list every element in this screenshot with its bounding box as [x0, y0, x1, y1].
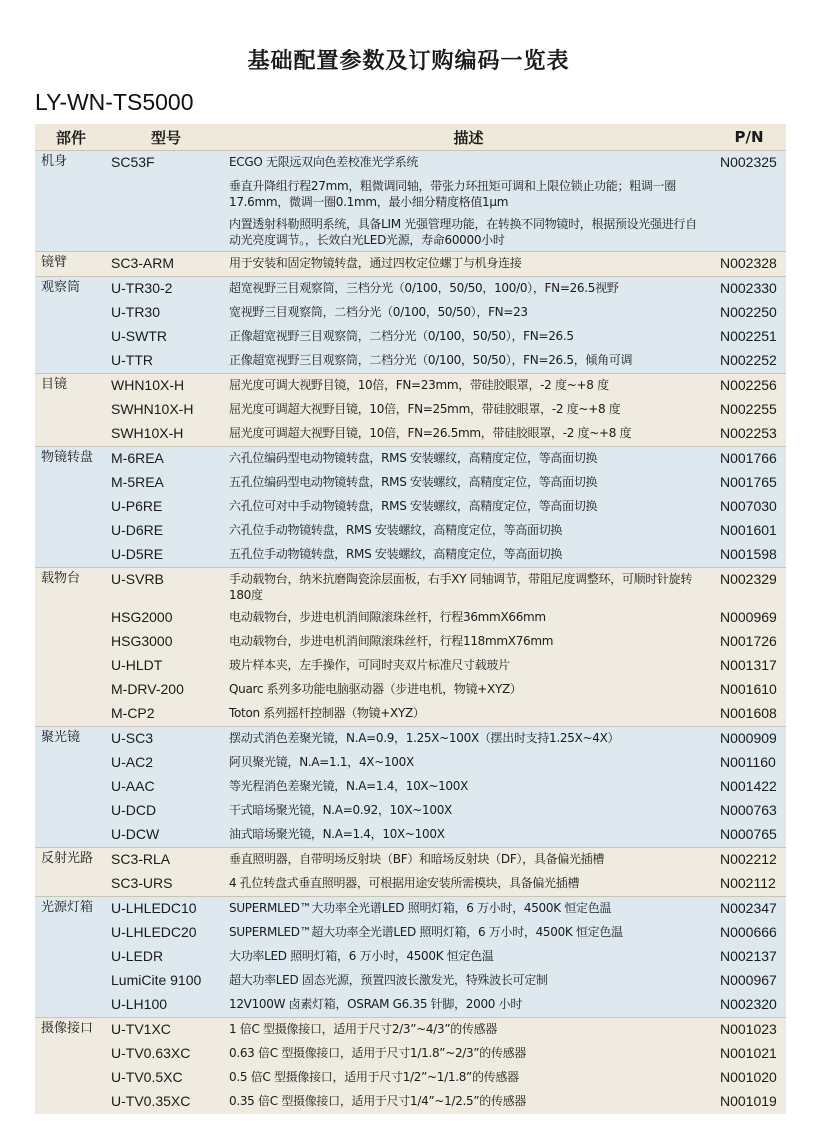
description-cell: 1 倍C 型摄像接口，适用于尺寸2/3”~4/3”的传感器 — [225, 1018, 712, 1043]
model-cell: SC3-URS — [107, 872, 225, 897]
model-cell: U-TV0.5XC — [107, 1066, 225, 1090]
pn-cell: N001021 — [712, 1042, 786, 1066]
part-cell — [35, 775, 107, 799]
description-cell: 超大功率LED 固态光源，预置四波长激发光，特殊波长可定制 — [225, 969, 712, 993]
part-cell — [35, 325, 107, 349]
model-cell: U-TV0.63XC — [107, 1042, 225, 1066]
part-cell — [35, 823, 107, 848]
model-cell: U-SWTR — [107, 325, 225, 349]
part-cell: 载物台 — [35, 568, 107, 607]
table-row — [35, 848, 786, 873]
model-cell: SC3-RLA — [107, 848, 225, 873]
table-row — [35, 301, 786, 325]
page-title: 基础配置参数及订购编码一览表 — [247, 49, 570, 74]
pn-cell: N002250 — [712, 301, 786, 325]
table-row — [35, 678, 786, 702]
description-cell: 屈光度可调超大视野目镜，10倍，FN=26.5mm，带硅胶眼罩，-2 度~+8 度 — [225, 422, 712, 447]
pn-cell: N007030 — [712, 495, 786, 519]
description-cell: 屈光度可调超大视野目镜，10倍，FN=25mm，带硅胶眼罩，-2 度~+8 度 — [225, 398, 712, 422]
table-group — [35, 1018, 786, 1115]
table-group — [35, 897, 786, 1018]
table-row — [35, 1018, 786, 1043]
description-cell: 12V100W 卤素灯箱，OSRAM G6.35 针脚，2000 小时 — [225, 993, 712, 1018]
pn-cell: N001019 — [712, 1090, 786, 1114]
part-cell — [35, 1042, 107, 1066]
config-table — [35, 124, 786, 1114]
part-cell — [35, 702, 107, 727]
model-cell: M-CP2 — [107, 702, 225, 727]
description-cell: 六孔位手动物镜转盘，RMS 安装螺纹，高精度定位，等高面切换 — [225, 519, 712, 543]
description-cell: 六孔位编码型电动物镜转盘，RMS 安装螺纹，高精度定位，等高面切换 — [225, 447, 712, 472]
model-cell: HSG3000 — [107, 630, 225, 654]
model-cell: U-LH100 — [107, 993, 225, 1018]
table-group — [35, 848, 786, 897]
part-cell — [35, 606, 107, 630]
table-row — [35, 495, 786, 519]
table-header — [35, 124, 786, 151]
description-cell: 六孔位可对中手动物镜转盘，RMS 安装螺纹，高精度定位，等高面切换 — [225, 495, 712, 519]
model-cell: HSG2000 — [107, 606, 225, 630]
table-row — [35, 543, 786, 568]
part-cell — [35, 630, 107, 654]
part-cell: 反射光路 — [35, 848, 107, 873]
pn-cell: N002347 — [712, 897, 786, 922]
model-cell: SWH10X-H — [107, 422, 225, 447]
part-cell — [35, 519, 107, 543]
model-cell: SC53F — [107, 151, 225, 176]
pn-cell: N001765 — [712, 471, 786, 495]
description-cell: 垂直照明器，自带明场反射块（BF）和暗场反射块（DF），具备偏光插槽 — [225, 848, 712, 873]
product-model: LY-WN-TS5000 — [35, 89, 194, 115]
table-row — [35, 872, 786, 897]
pn-cell: N002252 — [712, 349, 786, 374]
table-row — [35, 519, 786, 543]
part-cell — [35, 543, 107, 568]
pn-cell: N002137 — [712, 945, 786, 969]
description-cell: 干式暗场聚光镜，N.A=0.92，10X~100X — [225, 799, 712, 823]
table-row — [35, 252, 786, 277]
part-cell — [35, 993, 107, 1018]
table-row — [35, 945, 786, 969]
model-cell: U-TTR — [107, 349, 225, 374]
model-cell — [107, 213, 225, 252]
model-cell: U-HLDT — [107, 654, 225, 678]
table-group — [35, 568, 786, 727]
pn-cell: N002256 — [712, 374, 786, 399]
description-cell: 等光程消色差聚光镜，N.A=1.4，10X~100X — [225, 775, 712, 799]
model-cell: U-TV0.35XC — [107, 1090, 225, 1114]
pn-cell: N002329 — [712, 568, 786, 607]
part-cell: 聚光镜 — [35, 727, 107, 752]
table-group — [35, 252, 786, 277]
model-cell: U-AAC — [107, 775, 225, 799]
model-cell: M-5REA — [107, 471, 225, 495]
pn-cell: N001422 — [712, 775, 786, 799]
description-cell: 玻片样本夹，左手操作，可同时夹双片标准尺寸载玻片 — [225, 654, 712, 678]
description-cell: SUPERMLED™大功率全光谱LED 照明灯箱，6 万小时，4500K 恒定色温 — [225, 897, 712, 922]
part-cell — [35, 1066, 107, 1090]
pn-cell: N001020 — [712, 1066, 786, 1090]
part-cell: 镜臂 — [35, 252, 107, 277]
model-cell: SWHN10X-H — [107, 398, 225, 422]
pn-cell: N002253 — [712, 422, 786, 447]
model-cell: U-LHLEDC10 — [107, 897, 225, 922]
description-cell: Toton 系列摇杆控制器（物镜+XYZ） — [225, 702, 712, 727]
description-cell: 摆动式消色差聚光镜，N.A=0.9，1.25X~100X（摆出时支持1.25X~4X） — [225, 727, 712, 752]
model-cell: U-LEDR — [107, 945, 225, 969]
pn-cell: N001023 — [712, 1018, 786, 1043]
table-group — [35, 374, 786, 447]
table-row — [35, 799, 786, 823]
part-cell: 光源灯箱 — [35, 897, 107, 922]
pn-cell: N002328 — [712, 252, 786, 277]
header-model: 型号 — [107, 124, 225, 151]
model-cell: U-DCD — [107, 799, 225, 823]
description-cell: 手动载物台，纳米抗磨陶瓷涂层面板，右手XY 同轴调节，带阻尼度调整环，可顺时针旋转180度 — [225, 568, 712, 607]
model-cell: LumiCite 9100 — [107, 969, 225, 993]
table-row — [35, 606, 786, 630]
part-cell — [35, 471, 107, 495]
part-cell: 观察筒 — [35, 277, 107, 302]
model-cell: M-DRV-200 — [107, 678, 225, 702]
description-cell: Quarc 系列多功能电脑驱动器（步进电机，物镜+XYZ） — [225, 678, 712, 702]
description-cell: 阿贝聚光镜，N.A=1.1，4X~100X — [225, 751, 712, 775]
table-row — [35, 775, 786, 799]
model-cell: U-D6RE — [107, 519, 225, 543]
pn-cell: N002251 — [712, 325, 786, 349]
pn-cell: N002330 — [712, 277, 786, 302]
part-cell — [35, 799, 107, 823]
pn-cell: N000909 — [712, 727, 786, 752]
model-cell: U-TV1XC — [107, 1018, 225, 1043]
part-cell — [35, 175, 107, 213]
description-cell: 4 孔位转盘式垂直照明器，可根据用途安装所需模块，具备偏光插槽 — [225, 872, 712, 897]
pn-cell: N000763 — [712, 799, 786, 823]
pn-cell: N002320 — [712, 993, 786, 1018]
part-cell — [35, 945, 107, 969]
model-cell: U-D5RE — [107, 543, 225, 568]
table-row — [35, 277, 786, 302]
pn-cell — [712, 175, 786, 213]
part-cell — [35, 301, 107, 325]
part-cell — [35, 495, 107, 519]
header-part: 部件 — [35, 124, 107, 151]
part-cell — [35, 398, 107, 422]
header-description: 描述 — [225, 124, 712, 151]
pn-cell: N001598 — [712, 543, 786, 568]
table-row — [35, 471, 786, 495]
description-cell: 用于安装和固定物镜转盘，通过四枚定位螺丁与机身连接 — [225, 252, 712, 277]
pn-cell — [712, 213, 786, 252]
table-group — [35, 151, 786, 252]
pn-cell: N002255 — [712, 398, 786, 422]
description-cell: 电动载物台，步进电机消间隙滚珠丝杆，行程118mmX76mm — [225, 630, 712, 654]
part-cell: 机身 — [35, 151, 107, 176]
table-row — [35, 349, 786, 374]
part-cell — [35, 921, 107, 945]
model-cell: U-LHLEDC20 — [107, 921, 225, 945]
description-cell: 宽视野三目观察筒，二档分光（0/100，50/50），FN=23 — [225, 301, 712, 325]
pn-cell: N000765 — [712, 823, 786, 848]
table-row — [35, 1066, 786, 1090]
model-cell: WHN10X-H — [107, 374, 225, 399]
header-pn: P/N — [712, 124, 786, 151]
pn-cell: N000666 — [712, 921, 786, 945]
model-cell: U-TR30-2 — [107, 277, 225, 302]
description-cell: 正像超宽视野三目观察筒，二档分光（0/100，50/50），FN=26.5 — [225, 325, 712, 349]
pn-cell: N002112 — [712, 872, 786, 897]
part-cell: 目镜 — [35, 374, 107, 399]
description-cell: 大功率LED 照明灯箱，6 万小时，4500K 恒定色温 — [225, 945, 712, 969]
description-cell: 电动载物台，步进电机消间隙滚珠丝杆，行程36mmX66mm — [225, 606, 712, 630]
table-group — [35, 447, 786, 568]
part-cell — [35, 751, 107, 775]
table-row — [35, 993, 786, 1018]
pn-cell: N001766 — [712, 447, 786, 472]
table-row — [35, 151, 786, 176]
model-cell: M-6REA — [107, 447, 225, 472]
table-row — [35, 630, 786, 654]
part-cell — [35, 1090, 107, 1114]
table-row — [35, 374, 786, 399]
table-row — [35, 969, 786, 993]
table-row — [35, 727, 786, 752]
pn-cell: N000967 — [712, 969, 786, 993]
part-cell — [35, 349, 107, 374]
table-row — [35, 702, 786, 727]
pn-cell: N002325 — [712, 151, 786, 176]
part-cell: 摄像接口 — [35, 1018, 107, 1043]
table-row — [35, 447, 786, 472]
description-cell: 油式暗场聚光镜，N.A=1.4，10X~100X — [225, 823, 712, 848]
description-cell: SUPERMLED™超大功率全光谱LED 照明灯箱，6 万小时，4500K 恒定色温 — [225, 921, 712, 945]
model-cell: U-SVRB — [107, 568, 225, 607]
table-group — [35, 727, 786, 848]
table-row — [35, 398, 786, 422]
table-row — [35, 213, 786, 252]
table-row — [35, 568, 786, 607]
model-cell: U-SC3 — [107, 727, 225, 752]
table-row — [35, 1042, 786, 1066]
part-cell — [35, 678, 107, 702]
pn-cell: N002212 — [712, 848, 786, 873]
model-cell: U-AC2 — [107, 751, 225, 775]
table-row — [35, 921, 786, 945]
part-cell — [35, 422, 107, 447]
pn-cell: N001610 — [712, 678, 786, 702]
pn-cell: N000969 — [712, 606, 786, 630]
table-group — [35, 277, 786, 374]
table-row — [35, 325, 786, 349]
table-row — [35, 751, 786, 775]
table-row — [35, 422, 786, 447]
description-cell: ECGO 无限远双向色差校准光学系统 — [225, 151, 712, 176]
description-cell: 五孔位手动物镜转盘，RMS 安装螺纹，高精度定位，等高面切换 — [225, 543, 712, 568]
table-row — [35, 823, 786, 848]
description-cell: 垂直升降组行程27mm，粗微调同轴，带张力环扭矩可调和上限位锁止功能；粗调一圈17.6mm，微调一圈0.1mm，最小细分精度格值1μm — [225, 175, 712, 213]
part-cell — [35, 969, 107, 993]
part-cell — [35, 654, 107, 678]
model-cell: U-TR30 — [107, 301, 225, 325]
pn-cell: N001608 — [712, 702, 786, 727]
pn-cell: N001601 — [712, 519, 786, 543]
table-row — [35, 897, 786, 922]
model-cell: U-DCW — [107, 823, 225, 848]
model-cell — [107, 175, 225, 213]
description-cell: 屈光度可调大视野目镜，10倍，FN=23mm，带硅胶眼罩，-2 度~+8 度 — [225, 374, 712, 399]
part-cell — [35, 872, 107, 897]
pn-cell: N001726 — [712, 630, 786, 654]
model-cell: SC3-ARM — [107, 252, 225, 277]
model-cell: U-P6RE — [107, 495, 225, 519]
description-cell: 0.5 倍C 型摄像接口，适用于尺寸1/2”~1/1.8”的传感器 — [225, 1066, 712, 1090]
table-row — [35, 175, 786, 213]
table-row — [35, 1090, 786, 1114]
pn-cell: N001160 — [712, 751, 786, 775]
description-cell: 0.63 倍C 型摄像接口，适用于尺寸1/1.8”~2/3”的传感器 — [225, 1042, 712, 1066]
part-cell — [35, 213, 107, 252]
part-cell: 物镜转盘 — [35, 447, 107, 472]
description-cell: 五孔位编码型电动物镜转盘，RMS 安装螺纹，高精度定位，等高面切换 — [225, 471, 712, 495]
description-cell: 超宽视野三目观察筒，三档分光（0/100，50/50，100/0），FN=26.5视野 — [225, 277, 712, 302]
table-row — [35, 654, 786, 678]
description-cell: 正像超宽视野三目观察筒，二档分光（0/100，50/50），FN=26.5，倾角可调 — [225, 349, 712, 374]
pn-cell: N001317 — [712, 654, 786, 678]
description-cell: 内置透射科勒照明系统，具备LIM 光强管理功能，在转换不同物镜时，根据预设光强进行自动光亮度调节。，长效白光LED光源，寿命60000小时 — [225, 213, 712, 252]
description-cell: 0.35 倍C 型摄像接口，适用于尺寸1/4”~1/2.5”的传感器 — [225, 1090, 712, 1114]
